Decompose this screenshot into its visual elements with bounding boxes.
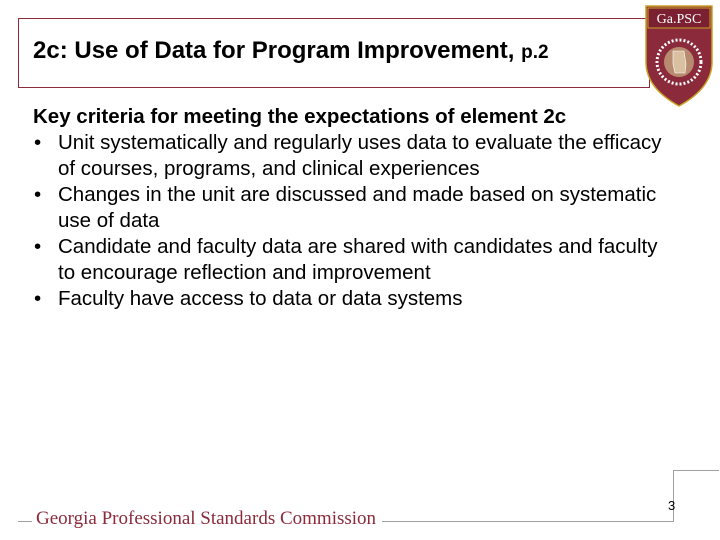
list-item bbox=[33, 130, 673, 182]
footer-organization-name: Georgia Professional Standards Commission bbox=[32, 508, 382, 530]
page-number: 3 bbox=[668, 498, 676, 513]
list-item bbox=[33, 234, 673, 286]
bullet-icon: • bbox=[34, 287, 42, 310]
criteria-heading: Key criteria for meeting the expectations of element 2c bbox=[33, 105, 567, 128]
slide-title-main: 2c: Use of Data for Program Improvement, bbox=[33, 37, 515, 64]
page-number-frame bbox=[673, 470, 719, 522]
criteria-list bbox=[33, 130, 673, 312]
slide-title-suffix: p.2 bbox=[521, 42, 549, 63]
bullet-icon: • bbox=[34, 235, 42, 258]
gapsc-logo-icon bbox=[640, 2, 718, 108]
slide-content bbox=[33, 104, 673, 312]
list-item bbox=[33, 182, 673, 234]
bullet-icon: • bbox=[34, 183, 42, 206]
list-item bbox=[33, 286, 673, 312]
list-item-text: Unit systematically and regularly uses data to evaluate the efficacy of courses, programs, and clinical experiences bbox=[58, 131, 662, 180]
logo-text: Ga.PSC bbox=[656, 12, 702, 27]
bullet-icon: • bbox=[34, 131, 42, 154]
list-item-text: Candidate and faculty data are shared with candidates and faculty to encourage reflection and improvement bbox=[58, 235, 658, 284]
list-item-text: Faculty have access to data or data systems bbox=[58, 287, 463, 310]
slide-title bbox=[33, 37, 549, 65]
list-item-text: Changes in the unit are discussed and made based on systematic use of data bbox=[58, 183, 657, 232]
